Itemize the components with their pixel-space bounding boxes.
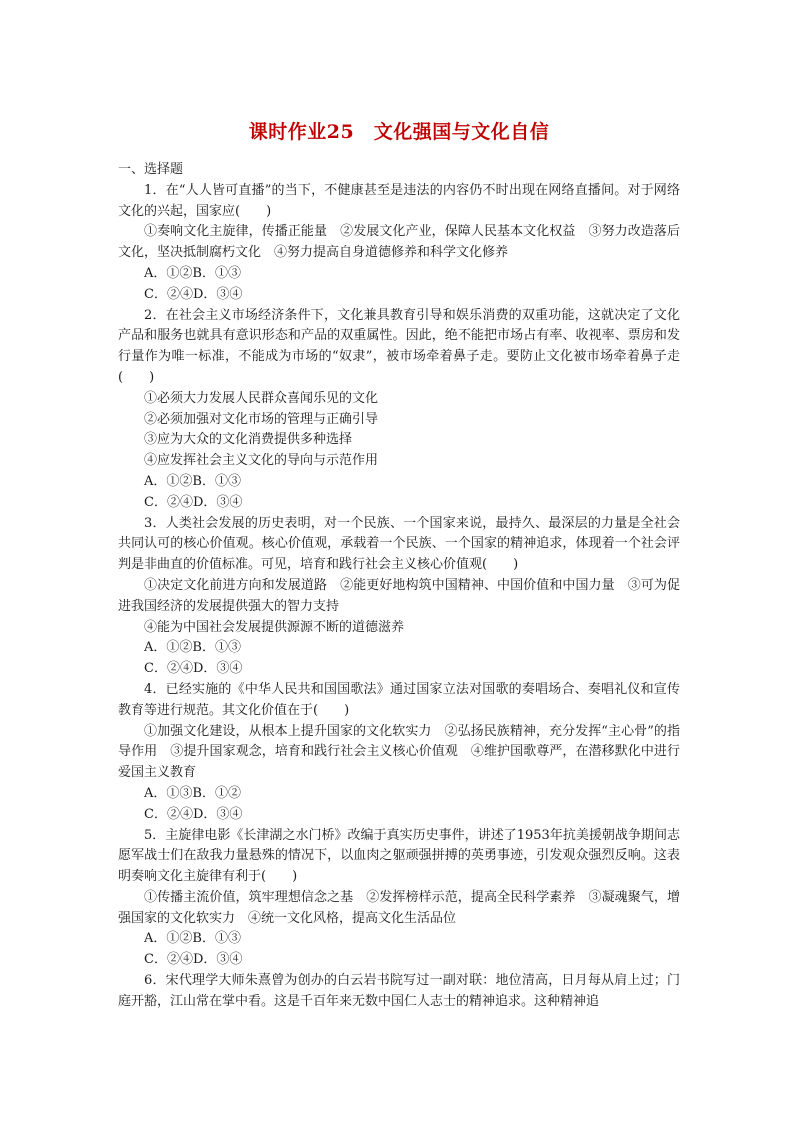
statement-option: ④应发挥社会主义文化的导向与示范作用 — [144, 453, 379, 469]
answer-choice-row: A．①②B．①③ — [144, 473, 241, 489]
statement-option: ②必须加强对文化市场的管理与正确引导 — [144, 411, 379, 427]
answer-choice-row: C．②④D．③④ — [144, 952, 243, 968]
document-page — [118, 118, 680, 1013]
statement-option: ①决定文化前进方向和发展道路 ②能更好地构筑中国精神、中国价值和中国力量 ③可为促进我国经济的发展提供强大的智力支持 — [118, 577, 680, 614]
statement-option: ④能为中国社会发展提供源源不断的道德滋养 — [144, 619, 405, 635]
statement-option: ①必须大力发展人民群众喜闻乐见的文化 — [144, 390, 379, 406]
statement-option: ③应为大众的文化消费提供多种选择 — [144, 432, 353, 448]
answer-choice-row: A．①③B．①② — [144, 785, 241, 801]
statement-option: ①传播主流价值，筑牢理想信念之基 ②发挥榜样示范，提高全民科学素养 ③凝魂聚气，增强国家的文化软实力 ④统一文化风格，提高文化生活品位 — [118, 889, 680, 926]
question-stem: 1．在“人人皆可直播”的当下，不健康甚至是违法的内容仍不时出现在网络直播间。对于网络文化的兴起，国家应( ) — [118, 182, 680, 219]
page-title: 课时作业25 文化强国与文化自信 — [248, 121, 550, 143]
answer-choice-row: C．②④D．③④ — [144, 286, 243, 302]
question-stem: 5．主旋律电影《长津湖之水门桥》改编于真实历史事件，讲述了1953年抗美援朝战争期间志愿军战士们在敌我力量悬殊的情况下，以血肉之躯顽强拼搏的英勇事迹，引发观众强烈反响。这表明奏响文化主旋律有利于( ) — [118, 827, 680, 885]
question-stem: 6．宋代理学大师朱熹曾为创办的白云岩书院写过一副对联：地位清高，日月每从肩上过；门庭开豁，江山常在掌中看。这是千百年来无数中国仁人志士的精神追求。这种精神追 — [118, 973, 680, 1009]
statement-option: ①加强文化建设，从根本上提升国家的文化软实力 ②弘扬民族精神，充分发挥“主心骨”的指导作用 ③提升国家观念，培育和践行社会主义核心价值观 ④维护国歌尊严，在潜移默化中进行爱国主义教育 — [118, 723, 680, 781]
answer-choice-row: C．②④D．③④ — [144, 661, 243, 677]
answer-choice-row: C．②④D．③④ — [144, 806, 243, 822]
answer-choice-row: C．②④D．③④ — [144, 494, 243, 510]
section-heading: 一、选择题 — [118, 162, 184, 177]
answer-choice-row: A．①②B．①③ — [144, 640, 241, 656]
statement-option: ①奏响文化主旋律，传播正能量 ②发展文化产业，保障人民基本文化权益 ③努力改造落后文化，坚决抵制腐朽文化 ④努力提高自身道德修养和科学文化修养 — [118, 224, 680, 261]
question-stem: 3．人类社会发展的历史表明，对一个民族、一个国家来说，最持久、最深层的力量是全社会共同认可的核心价值观。核心价值观，承载着一个民族、一个国家的精神追求，体现着一个社会评判是非曲直的价值标准。可见，培育和践行社会主义核心价值观( ) — [118, 515, 680, 573]
question-stem: 2．在社会主义市场经济条件下，文化兼具教育引导和娱乐消费的双重功能，这就决定了文化产品和服务也就具有意识形态和产品的双重属性。因此，绝不能把市场占有率、收视率、票房和发行量作为唯一标准，不能成为市场的“奴隶”，被市场牵着鼻子走。要防止文化被市场牵着鼻子走( ) — [118, 307, 680, 385]
question-list — [118, 181, 680, 1013]
answer-choice-row: A．①②B．①③ — [144, 931, 241, 947]
answer-choice-row: A．①②B．①③ — [144, 265, 241, 281]
question-stem: 4．已经实施的《中华人民共和国国歌法》通过国家立法对国歌的奏唱场合、奏唱礼仪和宣传教育等进行规范。其文化价值在于( ) — [118, 681, 680, 718]
